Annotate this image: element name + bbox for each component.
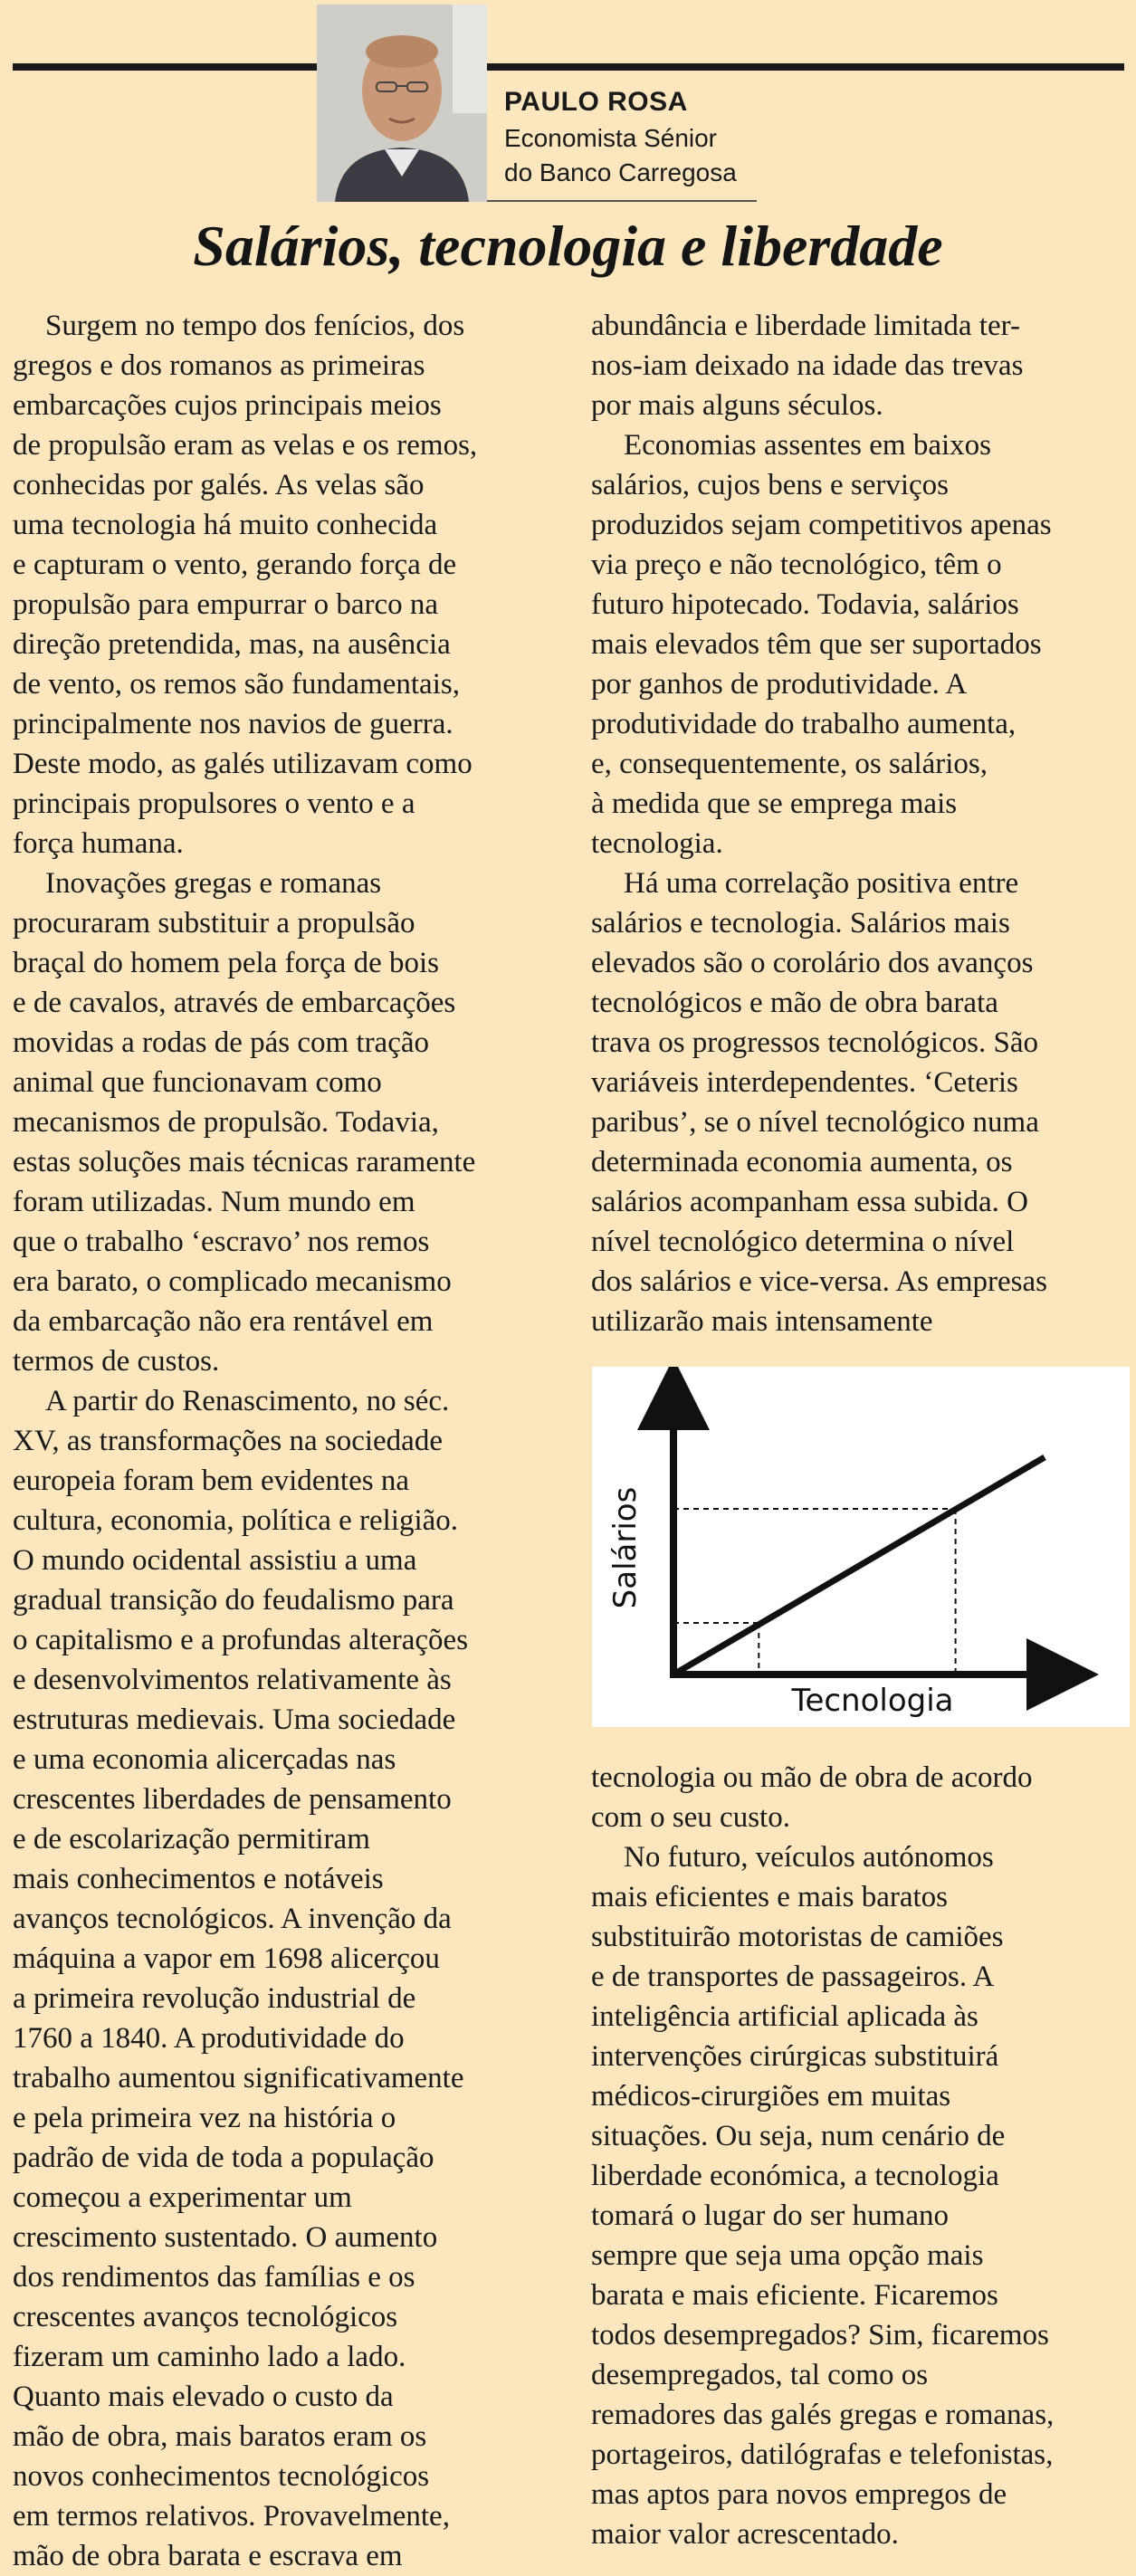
- paragraph: Inovações gregas e romanas procuraram substituir a propulsão braçal do homem pela força de bois e de cavalos, através de embarcações movidas a rodas de pás com tração animal que funcionavam como mecanismos de propulsão. Todavia, estas soluções mais técnicas raramente foram utilizadas. Num mundo em que o trabalho ‘escravo’ nos remos era barato, o complicado mecanismo da embarcação não era rentável em termos de custos.: [13, 867, 476, 1378]
- x-axis-label: Tecnologia: [791, 1683, 954, 1719]
- author-role-line-2: do Banco Carregosa: [504, 158, 737, 186]
- paragraph: abundância e liberdade limitada ter- nos-iam deixado na idade das trevas por mais alguns séculos.: [591, 310, 1024, 422]
- paragraph: A partir do Renascimento, no séc. XV, as transformações na sociedade europeia foram bem evidentes na cultura, economia, política e religião. O mundo ocidental assistiu a uma gradual transição do feudalismo para o capitalismo e a profundas alterações e desenvolvimentos relativamente às estruturas medievais. Uma sociedade e uma economia alicerçadas nas crescentes liberdades de pensamento e de escolarização permitiram mais conhecimentos e notáveis avanços tecnológicos. A invenção da máquina a vapor em 1698 alicerçou a primeira revolução industrial de 1760 a 1840. A produtividade do trabalho aumentou significativamente e pela primeira vez na história o padrão de vida de toda a população começou a experimentar um crescimento sustentado. O aumento dos rendimentos das famílias e os crescentes avanços tecnológicos fizeram um caminho lado a lado. Quanto mais elevado o custo da mão de obra, mais baratos eram os novos conhecimentos tecnológicos em termos relativos. Provavelmente, mão de obra barata e escrava em: [13, 1385, 469, 2572]
- left-column: [13, 306, 556, 2576]
- paragraph: Economias assentes em baixos salários, cujos bens e serviços produzidos sejam competitivos apenas via preço e não tecnológico, têm o futuro hipotecado. Todavia, salários mais elevados têm que ser suportados por ganhos de produtividade. A produtividade do trabalho aumenta, e, consequentemente, os salários, à medida que se emprega mais tecnologia.: [591, 429, 1052, 860]
- right-column-bottom: [591, 1758, 1134, 2554]
- author-name: PAULO ROSA: [504, 87, 688, 117]
- author-photo: [317, 5, 487, 202]
- series-line-0: [673, 1457, 1045, 1674]
- paragraph: Há uma correlação positiva entre salários e tecnologia. Salários mais elevados são o corolário dos avanços tecnológicos e mão de obra barata trava os progressos tecnológicos. São variáveis interdependentes. ‘Ceteris paribus’, se o nível tecnológico numa determinada economia aumenta, os salários acompanham essa subida. O nível tecnológico determina o nível dos salários e vice-versa. As empresas utilizarão mais intensamente: [591, 867, 1048, 1338]
- chart-svg: [592, 1367, 1130, 1727]
- paragraph: No futuro, veículos autónomos mais eficientes e mais baratos substituirão motoristas de camiões e de transportes de passageiros. A inteligência artificial aplicada às intervenções cirúrgicas substituirá médicos-cirurgiões em muitas situações. Ou seja, num cenário de liberdade económica, a tecnologia tomará o lugar do ser humano sempre que seja uma opção mais barata e mais eficiente. Ficaremos todos desempregados? Sim, ficaremos desempregados, tal como os remadores das galés gregas e romanas, portageiros, datilógrafas e telefonistas, mas aptos para novos empregos de maior valor acrescentado.: [591, 1841, 1055, 2551]
- right-column-top: [591, 306, 1134, 1341]
- y-axis-label: Salários: [607, 1486, 644, 1609]
- author-role-line-1: Economista Sénior: [504, 124, 718, 152]
- author-role: [504, 121, 758, 190]
- author-byline: [504, 87, 758, 190]
- top-rule: [13, 63, 1124, 71]
- paragraph: tecnologia ou mão de obra de acordo com o seu custo.: [591, 1761, 1033, 1834]
- salary-technology-chart: [592, 1367, 1130, 1727]
- byline-rule: [487, 200, 757, 202]
- paragraph: Surgem no tempo dos fenícios, dos gregos e dos romanos as primeiras embarcações cujos principais meios de propulsão eram as velas e os remos, conhecidas por galés. As velas são uma tecnologia há muito conhecida e capturam o vento, gerando força de propulsão para empurrar o barco na direção pretendida, mas, na ausência de vento, os remos são fundamentais, principalmente nos navios de guerra. Deste modo, as galés utilizavam como principais propulsores o vento e a força humana.: [13, 310, 478, 860]
- article-headline: Salários, tecnologia e liberdade: [193, 214, 943, 278]
